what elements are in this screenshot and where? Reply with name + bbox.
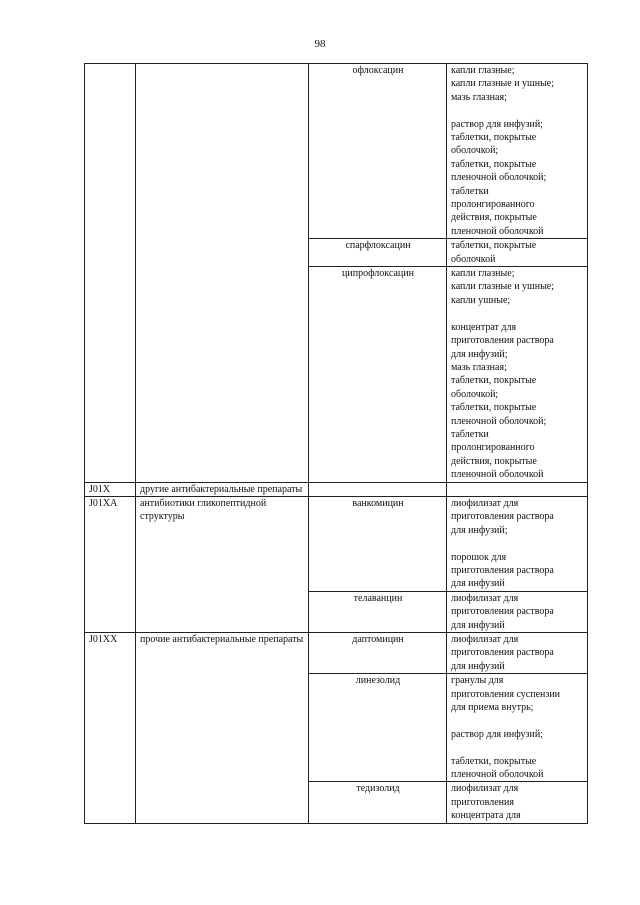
- pharmacologic-group: другие антибактериальные препараты: [140, 483, 303, 495]
- table-body: [85, 64, 588, 824]
- atc-code: J01XA: [89, 497, 118, 509]
- dosage-form-line: приготовления: [451, 796, 514, 808]
- dosage-form-line: пленочной оболочкой;: [451, 172, 547, 184]
- dosage-form-line: оболочкой;: [451, 145, 499, 157]
- dosage-form-line: капли глазные;: [451, 65, 515, 76]
- drug-name-cell: [309, 64, 447, 239]
- drug-name: линезолид: [355, 675, 401, 687]
- drug-name: телаванцин: [353, 592, 403, 604]
- dosage-form-line: пролонгированного: [451, 442, 535, 454]
- dosage-form-line: пролонгированного: [451, 199, 535, 211]
- drug-name: офлоксацин: [352, 65, 404, 76]
- pharmacologic-group: прочие антибактериальные препараты: [140, 634, 304, 646]
- form-gap: [451, 104, 584, 117]
- atc-code-cell: [85, 482, 136, 496]
- dosage-form-line: порошок для: [451, 551, 507, 563]
- drug-name-cell: [309, 591, 447, 632]
- drug-name-cell: [309, 239, 447, 267]
- dosage-form-line: лиофилизат для: [451, 634, 519, 646]
- dosage-form-line: раствор для инфузий;: [451, 728, 543, 740]
- dosage-form-line: для инфузий: [451, 619, 505, 631]
- pharmacologic-group-cell: [136, 64, 309, 483]
- dosage-form-line: приготовления суспензии: [451, 688, 561, 700]
- pharmacologic-group-cell: [136, 633, 309, 824]
- drug-name-cell: [309, 496, 447, 591]
- dosage-form-line: приготовления раствора: [451, 511, 554, 523]
- dosage-forms-cell: [447, 674, 588, 782]
- dosage-form-line: пленочной оболочкой: [451, 769, 544, 781]
- table-row: [85, 633, 588, 674]
- dosage-form-line: действия, покрытые: [451, 455, 537, 467]
- dosage-form-line: капли глазные и ушные;: [451, 78, 555, 90]
- dosage-form-line: таблетки, покрытые: [451, 375, 537, 387]
- dosage-form-line: приготовления раствора: [451, 647, 554, 659]
- dosage-form-line: таблетки, покрытые: [451, 240, 537, 252]
- dosage-form-line: таблетки: [451, 428, 489, 440]
- drug-name-cell: [309, 674, 447, 782]
- form-gap: [451, 714, 584, 727]
- drug-name: спарфлоксацин: [345, 240, 411, 252]
- drug-name-cell: [309, 267, 447, 482]
- dosage-form-line: пленочной оболочкой: [451, 225, 544, 237]
- form-gap: [451, 537, 584, 550]
- drug-name: тедизолид: [356, 783, 400, 795]
- dosage-form-line: для инфузий;: [451, 348, 508, 360]
- drug-table: [84, 63, 588, 824]
- drug-name-cell: [309, 782, 447, 823]
- dosage-form-line: для инфузий;: [451, 524, 508, 536]
- dosage-form-line: для приема внутрь;: [451, 702, 534, 714]
- dosage-forms-cell: [447, 482, 588, 496]
- dosage-form-line: концентрат для: [451, 321, 517, 333]
- pharmacologic-group-cell: [136, 482, 309, 496]
- dosage-forms-cell: [447, 496, 588, 591]
- drug-name: ванкомицин: [352, 497, 404, 509]
- table-row: [85, 496, 588, 591]
- dosage-form-line: оболочкой;: [451, 388, 499, 400]
- atc-code-cell: [85, 633, 136, 824]
- table-row: [85, 64, 588, 239]
- dosage-form-line: лиофилизат для: [451, 783, 519, 795]
- dosage-forms-cell: [447, 64, 588, 239]
- dosage-form-line: капли глазные и ушные;: [451, 281, 555, 293]
- dosage-form-line: приготовления раствора: [451, 606, 554, 618]
- dosage-form-line: гранулы для: [451, 675, 504, 687]
- atc-code: J01XX: [89, 634, 118, 646]
- atc-code: J01X: [89, 483, 111, 495]
- dosage-form-line: концентрата для: [451, 810, 521, 822]
- form-gap: [451, 741, 584, 754]
- dosage-form-line: для инфузий: [451, 578, 505, 590]
- dosage-form-line: пленочной оболочкой: [451, 469, 544, 481]
- dosage-form-line: мазь глазная;: [451, 91, 507, 103]
- dosage-form-line: действия, покрытые: [451, 212, 537, 224]
- dosage-forms-cell: [447, 591, 588, 632]
- dosage-form-line: таблетки, покрытые: [451, 755, 537, 767]
- dosage-form-line: капли глазные;: [451, 268, 515, 280]
- dosage-form-line: лиофилизат для: [451, 497, 519, 509]
- atc-code-cell: [85, 496, 136, 632]
- dosage-form-line: лиофилизат для: [451, 592, 519, 604]
- dosage-forms-cell: [447, 239, 588, 267]
- pharmacologic-group: антибиотики гликопептидной структуры: [140, 497, 267, 523]
- drug-name-cell: [309, 482, 447, 496]
- dosage-form-line: приготовления раствора: [451, 335, 554, 347]
- table-row: [85, 482, 588, 496]
- form-gap: [451, 307, 584, 320]
- dosage-form-line: раствор для инфузий;: [451, 118, 543, 130]
- dosage-forms-cell: [447, 267, 588, 482]
- dosage-form-line: приготовления раствора: [451, 564, 554, 576]
- pharmacologic-group-cell: [136, 496, 309, 632]
- dosage-form-line: для инфузий: [451, 660, 505, 672]
- dosage-form-line: капли ушные;: [451, 294, 511, 306]
- drug-name: ципрофлоксацин: [342, 268, 414, 280]
- drug-name: даптомицин: [352, 634, 404, 646]
- dosage-forms-cell: [447, 633, 588, 674]
- dosage-form-line: мазь глазная;: [451, 361, 507, 373]
- atc-code-cell: [85, 64, 136, 483]
- dosage-forms-cell: [447, 782, 588, 823]
- drug-name-cell: [309, 633, 447, 674]
- page-number: 98: [314, 38, 326, 50]
- dosage-form-line: таблетки, покрытые: [451, 402, 537, 414]
- dosage-form-line: таблетки: [451, 185, 489, 197]
- dosage-form-line: оболочкой: [451, 253, 496, 265]
- dosage-form-line: таблетки, покрытые: [451, 132, 537, 144]
- dosage-form-line: таблетки, покрытые: [451, 158, 537, 170]
- dosage-form-line: пленочной оболочкой;: [451, 415, 547, 427]
